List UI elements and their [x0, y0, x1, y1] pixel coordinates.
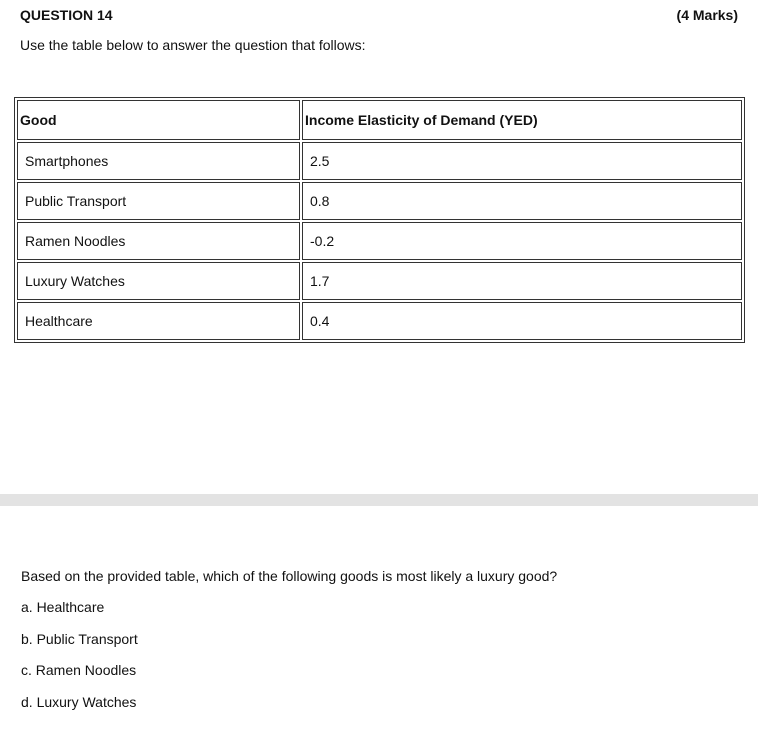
cell-good: Ramen Noodles	[17, 222, 300, 260]
table-header-row	[17, 100, 742, 140]
section-divider	[0, 494, 758, 506]
option-a[interactable]: a. Healthcare	[21, 599, 105, 615]
table-row	[17, 222, 742, 260]
instruction-text: Use the table below to answer the question that follows:	[20, 37, 366, 53]
header-yed: Income Elasticity of Demand (YED)	[302, 100, 742, 140]
cell-good: Public Transport	[17, 182, 300, 220]
answer-options	[21, 599, 138, 725]
header-good: Good	[17, 100, 300, 140]
cell-good: Healthcare	[17, 302, 300, 340]
yed-table-container	[14, 97, 745, 342]
question-number: QUESTION 14	[20, 7, 113, 23]
table-row	[17, 182, 742, 220]
cell-yed: -0.2	[302, 222, 742, 260]
yed-table	[14, 97, 745, 343]
cell-good: Luxury Watches	[17, 262, 300, 300]
cell-yed: 0.4	[302, 302, 742, 340]
marks-label: (4 Marks)	[676, 7, 738, 23]
option-c[interactable]: c. Ramen Noodles	[21, 662, 137, 678]
cell-yed: 2.5	[302, 142, 742, 180]
table-row	[17, 302, 742, 340]
table-row	[17, 262, 742, 300]
cell-yed: 1.7	[302, 262, 742, 300]
table-row	[17, 142, 742, 180]
option-d[interactable]: d. Luxury Watches	[21, 693, 137, 710]
question-header	[20, 6, 738, 24]
cell-good: Smartphones	[17, 142, 300, 180]
question-text: Based on the provided table, which of the following goods is most likely a luxury good?	[21, 568, 558, 584]
option-b[interactable]: b. Public Transport	[21, 630, 138, 647]
cell-yed: 0.8	[302, 182, 742, 220]
